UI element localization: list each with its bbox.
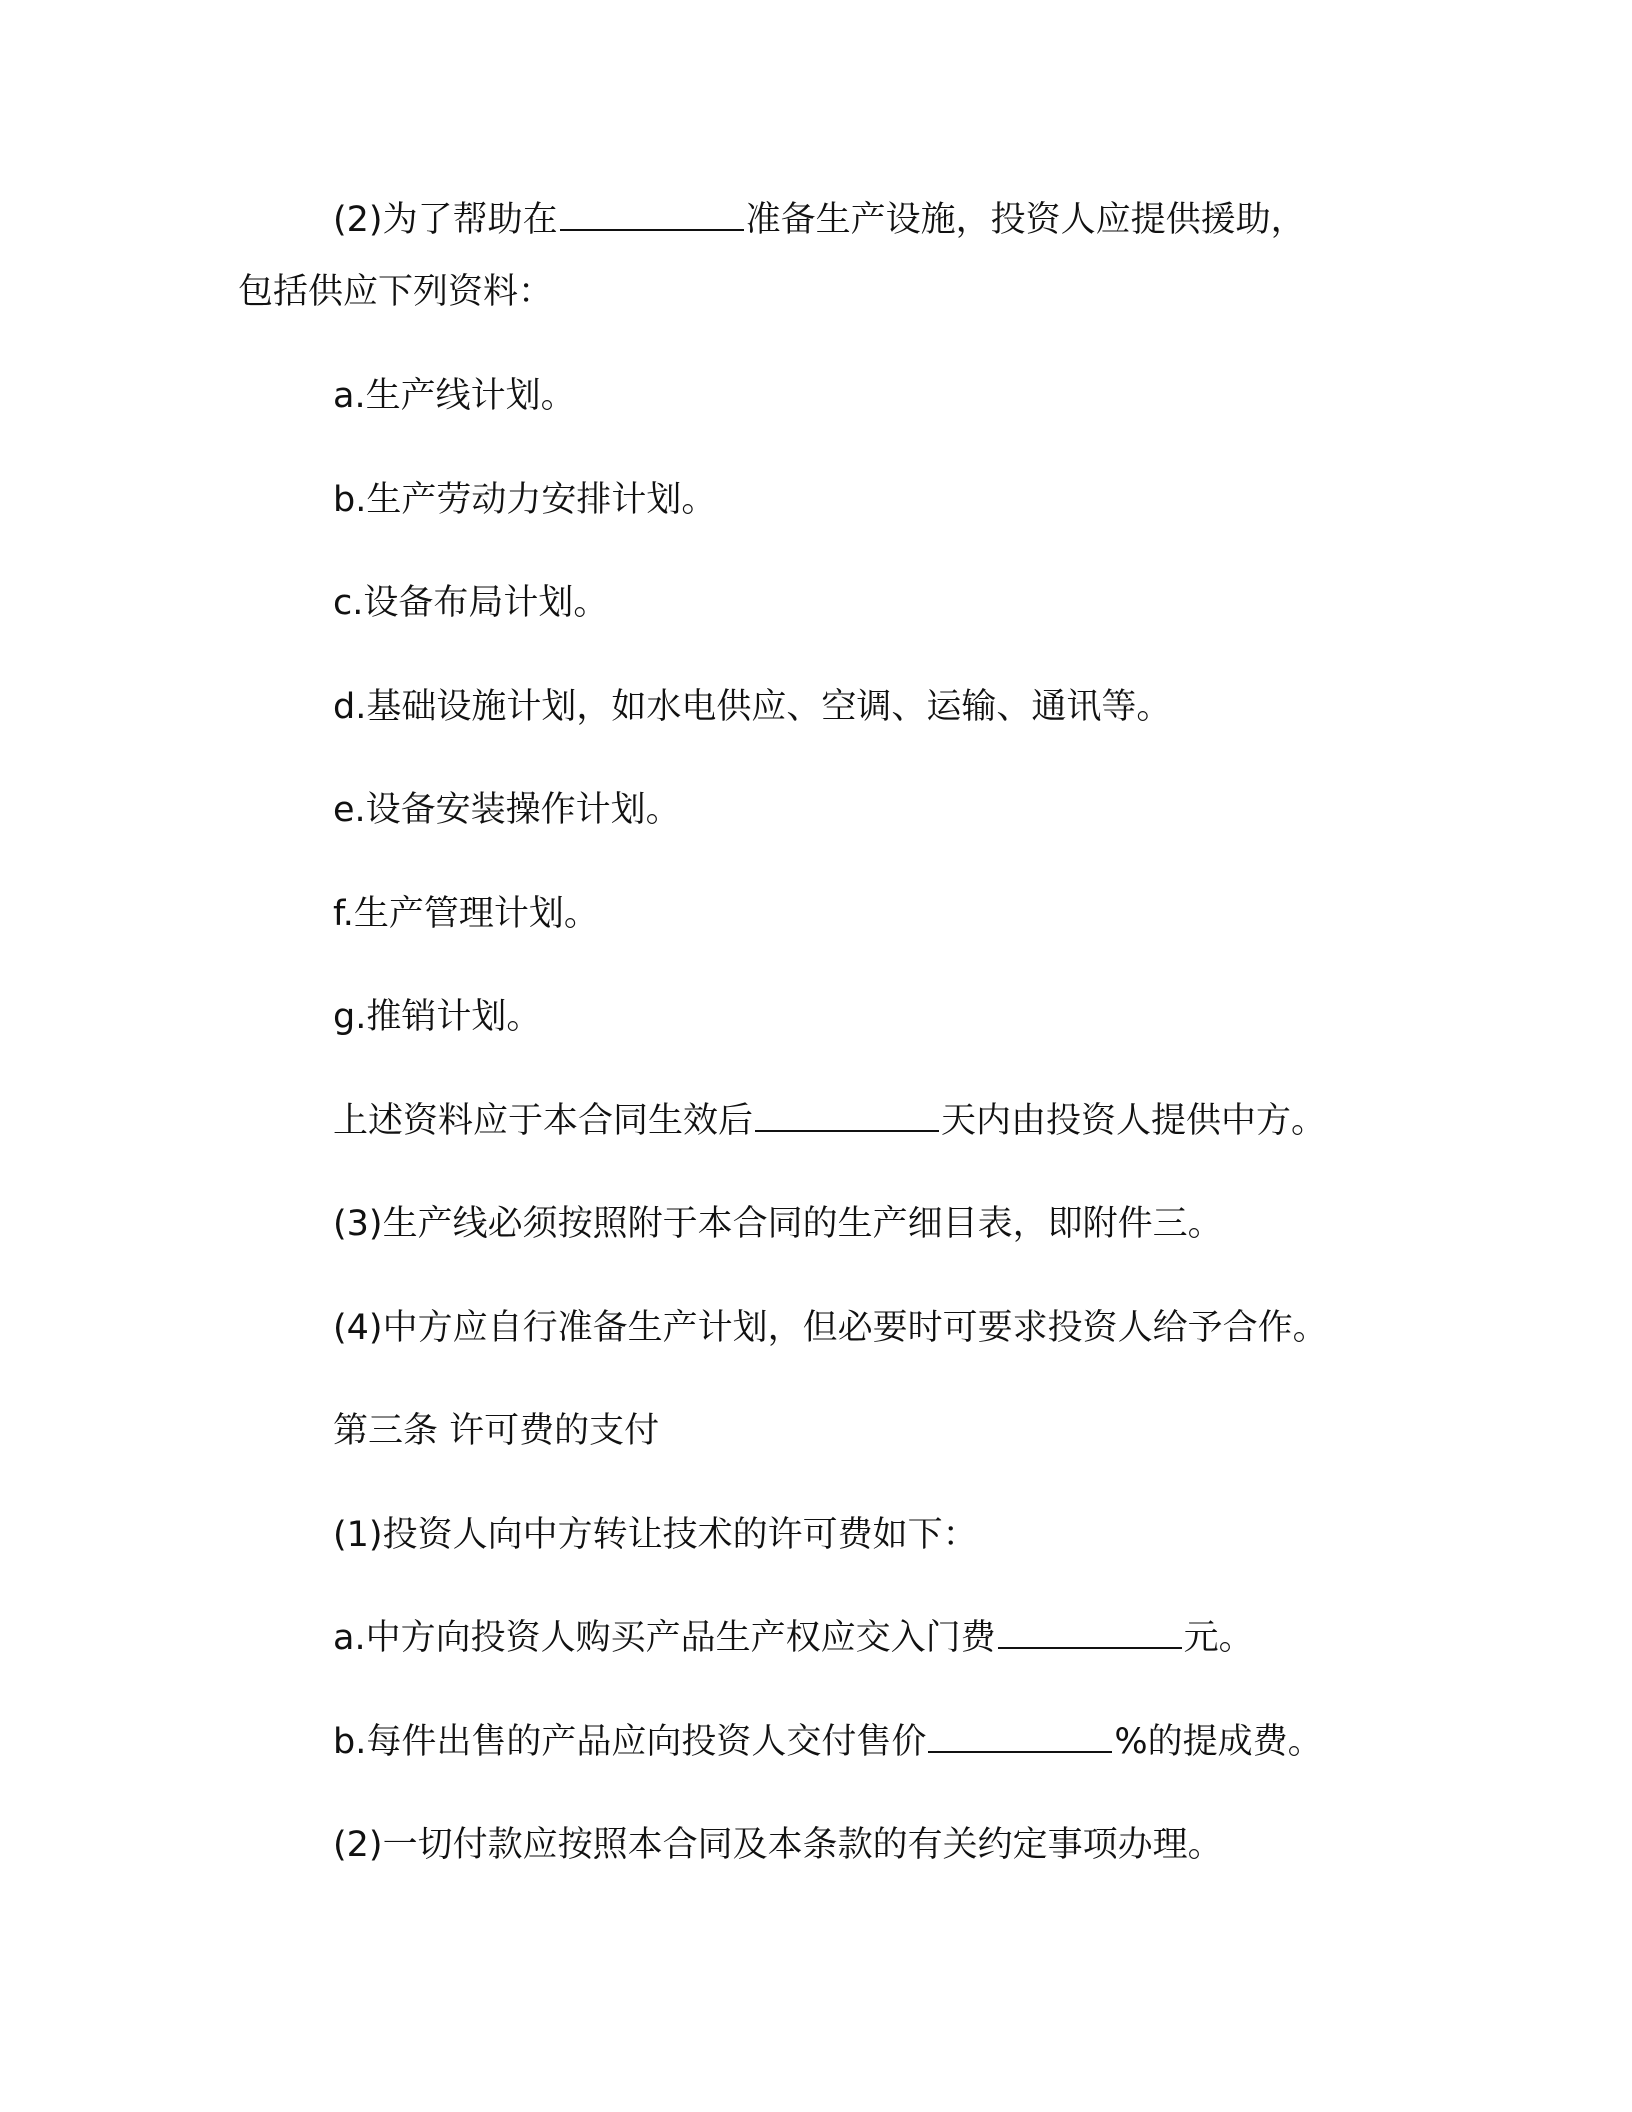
paragraph-text: %的提成费。 (1114, 1722, 1323, 1762)
paragraph-4 (333, 1304, 1328, 1352)
paragraph-text: (2)一切付款应按照本合同及本条款的有关约定事项办理。 (333, 1825, 1223, 1865)
article-3-paragraph-2 (333, 1821, 1223, 1869)
list-item-d (333, 683, 1171, 731)
paragraph-text: 天内由投资人提供中方。 (941, 1101, 1327, 1141)
list-item-e (333, 786, 681, 834)
list-item-c (333, 579, 608, 627)
paragraph-text: a.生产线计划。 (333, 376, 576, 416)
materials-deadline (333, 1097, 1326, 1145)
paragraph-text: 上述资料应于本合同生效后 (333, 1101, 754, 1141)
paragraph-text: 包括供应下列资料： (238, 272, 554, 312)
fee-item-b (333, 1718, 1323, 1766)
fee-item-a (333, 1614, 1254, 1662)
paragraph-text: e.设备安装操作计划。 (333, 790, 681, 830)
paragraph-text: a.中方向投资人购买产品生产权应交入门费 (333, 1618, 996, 1658)
fill-in-blank (998, 1617, 1182, 1649)
section-heading: 第三条 许可费的支付 (333, 1411, 660, 1451)
paragraph-text: d.基础设施计划，如水电供应、空调、运输、通讯等。 (333, 687, 1172, 727)
fill-in-blank (928, 1721, 1112, 1753)
paragraph-2-line-1 (333, 196, 1306, 244)
list-item-f (333, 890, 599, 938)
paragraph-text: b.生产劳动力安排计划。 (333, 480, 717, 520)
paragraph-text: (3)生产线必须按照附于本合同的生产细目表，即附件三。 (333, 1204, 1223, 1244)
fill-in-blank (755, 1100, 939, 1132)
article-3-paragraph-1 (333, 1511, 978, 1559)
paragraph-text: 元。 (1183, 1618, 1254, 1658)
article-3-heading (333, 1407, 659, 1455)
list-item-a (333, 372, 576, 420)
paragraph-text: (1)投资人向中方转让技术的许可费如下： (333, 1515, 978, 1555)
paragraph-3 (333, 1200, 1223, 1248)
paragraph-text: c.设备布局计划。 (333, 583, 609, 623)
paragraph-text: f.生产管理计划。 (333, 894, 599, 934)
fill-in-blank (560, 199, 744, 231)
list-item-g (333, 993, 541, 1041)
paragraph-text: (2)为了帮助在 (333, 200, 558, 240)
paragraph-text: 准备生产设施，投资人应提供援助， (745, 200, 1306, 240)
paragraph-text: (4)中方应自行准备生产计划，但必要时可要求投资人给予合作。 (333, 1308, 1328, 1348)
paragraph-text: g.推销计划。 (333, 997, 542, 1037)
paragraph-2-line-2 (238, 268, 553, 316)
list-item-b (333, 476, 716, 524)
paragraph-text: b.每件出售的产品应向投资人交付售价 (333, 1722, 927, 1762)
